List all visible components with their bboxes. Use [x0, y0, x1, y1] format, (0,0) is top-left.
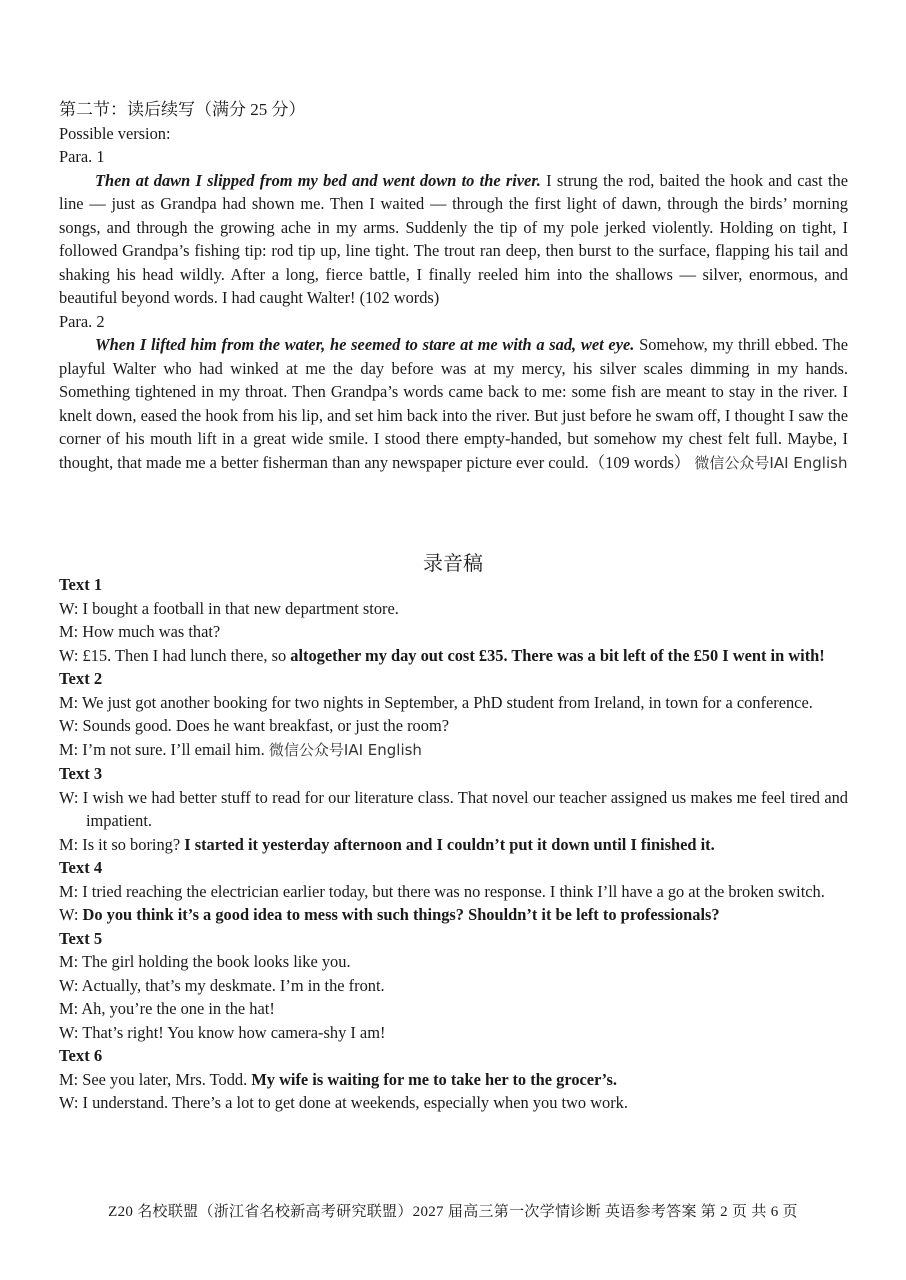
watermark-text: 微信公众号IAI English	[694, 453, 848, 472]
dialogue-text: I understand. There’s a lot to get done at weekends, especially when you two work.	[82, 1093, 628, 1112]
page-footer: Z20 名校联盟（浙江省名校新高考研究联盟）2027 届高三第一次学情诊断 英语参考答案 第 2 页 共 6 页	[108, 1204, 798, 1220]
dialogue-text: I bought a football in that new department store.	[82, 598, 399, 618]
dialogue-text: See you later, Mrs. Todd.	[82, 1069, 252, 1089]
key-answer-text: I started it yesterday afternoon and I couldn’t put it down until I finished it.	[184, 834, 715, 854]
dialogue-line	[59, 833, 848, 857]
dialogue-line	[59, 597, 848, 621]
speaker-label: M:	[59, 739, 79, 759]
dialogue-line	[59, 880, 848, 904]
dialogue-text: I tried reaching the electrician earlier today, but there was no response. I think I’ll have a go at the broken switch.	[82, 881, 825, 901]
dialogue-line	[59, 738, 848, 763]
text-heading: Text 6	[59, 1046, 103, 1065]
dialogue-line	[59, 950, 848, 974]
speaker-label: W:	[59, 975, 79, 995]
dialogue-text: How much was that?	[82, 622, 221, 641]
dialogue-line	[59, 691, 848, 715]
speaker-label: M:	[59, 952, 79, 971]
continuation-writing-section	[59, 98, 848, 475]
dialogue-text: Sounds good. Does he want breakfast, or just the room?	[82, 716, 449, 735]
dialogue-line	[59, 997, 848, 1021]
listening-transcript	[59, 573, 848, 1115]
speaker-label: M:	[59, 881, 79, 901]
para2-lead-sentence: When I lifted him from the water, he seemed to stare at me with a sad, wet eye.	[95, 335, 635, 354]
text-heading: Text 1	[59, 575, 103, 594]
text-heading: Text 4	[59, 858, 103, 877]
speaker-label: M:	[59, 692, 79, 712]
dialogue-line	[59, 1068, 848, 1092]
speaker-label: M:	[59, 834, 79, 854]
dialogue-line	[59, 714, 848, 738]
key-answer-text: My wife is waiting for me to take her to the grocer’s.	[251, 1069, 617, 1089]
key-answer-text: Do you think it’s a good idea to mess with such things? Shouldn’t it be left to professionals?	[82, 905, 720, 924]
dialogue-text: I’m not sure. I’ll email him.	[82, 739, 265, 759]
paragraph-2	[59, 333, 848, 475]
text-heading: Text 5	[59, 928, 103, 948]
dialogue-line	[59, 644, 848, 668]
dialogue-text: Ah, you’re the one in the hat!	[81, 999, 275, 1018]
dialogue-line	[59, 1091, 848, 1115]
para2-body: Somehow, my thrill ebbed. The playful Walter who had winked at me the day before was at my mercy, his silver scales dimming in my hands. Something tightened in my throat. Then Grandpa’s words came back to me: some fish are meant to stay in the river. I knelt down, eased the hook from his lip, and set him back into the river. But just before he swam off, I thought I saw the corner of his mouth lift in a great wide smile. I stood there empty-handed, but somehow my chest felt full. Maybe, I thought, that made me a better fisherman than any newspaper picture ever could.（109 words）	[59, 335, 848, 472]
text-heading: Text 3	[59, 764, 103, 783]
speaker-label: W:	[59, 787, 79, 807]
speaker-label: M:	[59, 622, 79, 641]
dialogue-line	[59, 786, 848, 833]
speaker-label: W:	[59, 598, 79, 618]
dialogue-text: £15. Then I had lunch there, so	[82, 645, 291, 665]
dialogue-text: I wish we had better stuff to read for our literature class. That novel our teacher assigned us makes me feel tired and impatient.	[82, 787, 848, 830]
speaker-label: W:	[59, 1022, 79, 1042]
version-label: Possible version:	[59, 123, 171, 143]
dialogue-line	[59, 974, 848, 998]
speaker-label: W:	[59, 1093, 79, 1112]
text-heading: Text 2	[59, 669, 103, 688]
speaker-label: M:	[59, 1069, 79, 1089]
transcript-title: 录音稿	[423, 553, 483, 575]
dialogue-line	[59, 1021, 848, 1045]
paragraph-1	[59, 169, 848, 310]
para1-label: Para. 1	[59, 147, 105, 166]
dialogue-line	[59, 620, 848, 644]
speaker-label: W:	[59, 905, 79, 924]
dialogue-text: Is it so boring?	[82, 834, 185, 854]
watermark-text: 微信公众号IAI English	[268, 740, 422, 759]
para1-body: I strung the rod, baited the hook and cast the line — just as Grandpa had shown me. Then I waited — through the first light of dawn, through the birds’ morning songs, and through the growing ache in my arms. Suddenly the tip of my pole jerked violently. Holding on tight, I followed Grandpa’s fishing tip: rod tip up, line tight. The trout ran deep, then burst to the surface, flapping his tail and shaking his head wildly. After a long, fierce battle, I finally reeled him into the shallows — silver, enormous, and beautiful beyond words. I had caught Walter! (102 words)	[59, 170, 848, 307]
speaker-label: W:	[59, 645, 79, 665]
section-title: 第二节：读后续写（满分 25 分）	[59, 100, 306, 119]
dialogue-line	[59, 903, 848, 927]
dialogue-text: That’s right! You know how camera-shy I am!	[82, 1022, 386, 1042]
speaker-label: W:	[59, 716, 79, 735]
para1-lead-sentence: Then at dawn I slipped from my bed and went down to the river.	[95, 170, 541, 190]
dialogue-text: We just got another booking for two nights in September, a PhD student from Ireland, in town for a conference.	[81, 692, 813, 712]
speaker-label: M:	[59, 999, 79, 1018]
dialogue-text: The girl holding the book looks like you.	[81, 952, 351, 971]
key-answer-text: altogether my day out cost £35. There was a bit left of the £50 I went in with!	[290, 645, 825, 665]
para2-label: Para. 2	[59, 311, 105, 331]
dialogue-text: Actually, that’s my deskmate. I’m in the front.	[81, 975, 385, 995]
